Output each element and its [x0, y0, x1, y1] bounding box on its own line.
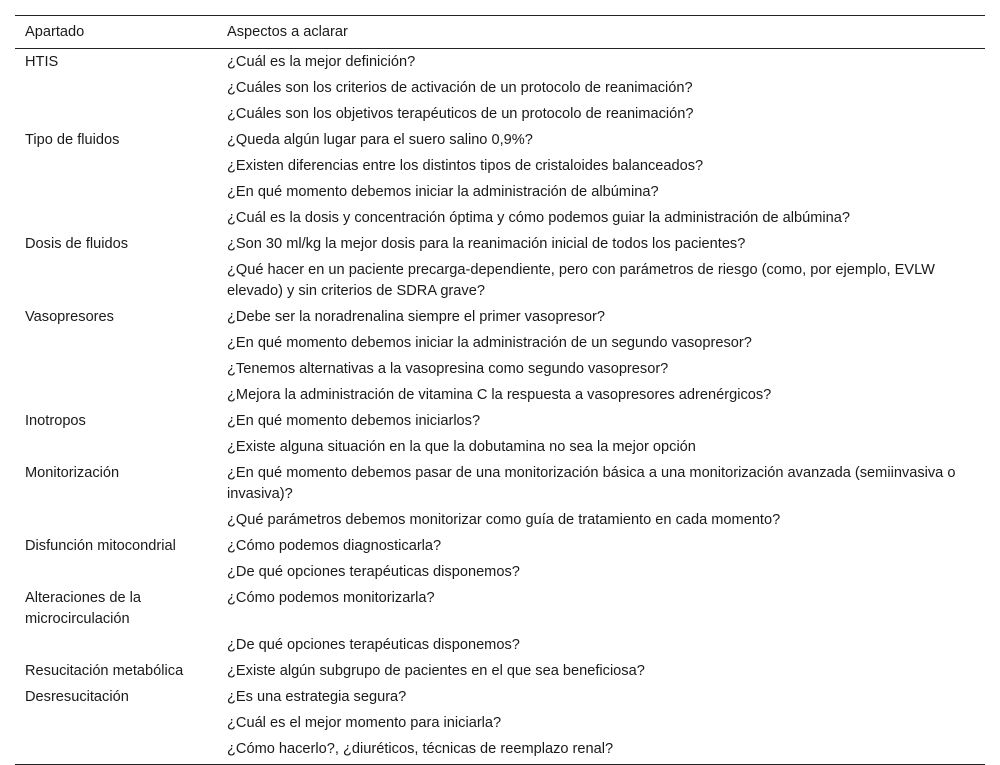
row-section: Tipo de fluidos	[25, 132, 120, 148]
row-section: Vasopresores	[25, 309, 114, 325]
row-section: Dosis de fluidos	[25, 236, 129, 252]
table-row	[15, 737, 985, 765]
row-question: ¿Cuál es la mejor definición?	[227, 54, 416, 70]
table-row	[15, 461, 985, 508]
table-header-row	[15, 16, 985, 49]
row-section: Monitorización	[25, 465, 120, 481]
header-aspectos: Aspectos a aclarar	[227, 24, 348, 40]
row-question: ¿Cómo hacerlo?, ¿diuréticos, técnicas de reemplazo renal?	[227, 741, 614, 757]
table-row	[15, 633, 985, 659]
row-section: Resucitación metabólica	[25, 663, 184, 679]
row-question: ¿Cuáles son los criterios de activación de un protocolo de reanimación?	[227, 80, 693, 96]
row-question: ¿Existen diferencias entre los distintos tipos de cristaloides balanceados?	[227, 158, 704, 174]
row-section	[15, 206, 217, 232]
row-section: HTIS	[25, 54, 59, 70]
row-section	[15, 508, 217, 534]
table-row	[15, 206, 985, 232]
row-question: ¿Cómo podemos diagnosticarla?	[227, 538, 442, 554]
row-section: Inotropos	[25, 413, 86, 429]
row-question: ¿Queda algún lugar para el suero salino 0,9%?	[227, 132, 533, 148]
table-row	[15, 128, 985, 154]
row-section	[15, 357, 217, 383]
row-section	[15, 711, 217, 737]
questions-table	[15, 15, 985, 765]
row-section	[15, 737, 217, 765]
table-row	[15, 180, 985, 206]
row-question: ¿En qué momento debemos iniciar la administración de un segundo vasopresor?	[227, 335, 752, 351]
table-row	[15, 154, 985, 180]
row-section	[15, 383, 217, 409]
row-section: Desresucitación	[25, 689, 129, 705]
table-row	[15, 383, 985, 409]
table-row	[15, 102, 985, 128]
row-question: ¿En qué momento debemos iniciarlos?	[227, 413, 481, 429]
table-row	[15, 435, 985, 461]
row-question: ¿Cuál es la dosis y concentración óptima y cómo podemos guiar la administración de albúmina?	[227, 210, 850, 226]
row-section	[15, 180, 217, 206]
table-row	[15, 685, 985, 711]
row-question: ¿Mejora la administración de vitamina C la respuesta a vasopresores adrenérgicos?	[227, 387, 772, 403]
row-section	[15, 560, 217, 586]
table-row	[15, 508, 985, 534]
table-body	[15, 49, 985, 765]
row-section	[15, 258, 217, 305]
row-question: ¿De qué opciones terapéuticas disponemos?	[227, 637, 520, 653]
row-question: ¿Tenemos alternativas a la vasopresina como segundo vasopresor?	[227, 361, 669, 377]
row-question: ¿En qué momento debemos pasar de una monitorización básica a una monitorización avanzada (semiinvasiva o invasiva)?	[227, 465, 956, 502]
table-row	[15, 76, 985, 102]
row-question: ¿Son 30 ml/kg la mejor dosis para la reanimación inicial de todos los pacientes?	[227, 236, 746, 252]
row-section	[15, 102, 217, 128]
row-section	[15, 76, 217, 102]
table-row	[15, 586, 985, 633]
row-question: ¿Existe algún subgrupo de pacientes en el que sea beneficiosa?	[227, 663, 645, 679]
table-row	[15, 258, 985, 305]
row-question: ¿Cómo podemos monitorizarla?	[227, 590, 435, 606]
row-section	[15, 154, 217, 180]
row-section	[15, 331, 217, 357]
header-apartado: Apartado	[25, 24, 85, 40]
row-question: ¿De qué opciones terapéuticas disponemos?	[227, 564, 520, 580]
row-question: ¿Debe ser la noradrenalina siempre el primer vasopresor?	[227, 309, 605, 325]
table-row	[15, 305, 985, 331]
table-row	[15, 357, 985, 383]
row-section: Disfunción mitocondrial	[25, 538, 176, 554]
table-row	[15, 534, 985, 560]
row-section: Alteraciones de la microcirculación	[25, 590, 142, 627]
table-row	[15, 560, 985, 586]
table-row	[15, 232, 985, 258]
row-question: ¿En qué momento debemos iniciar la administración de albúmina?	[227, 184, 659, 200]
row-question: ¿Es una estrategia segura?	[227, 689, 407, 705]
table-container	[15, 15, 985, 765]
row-question: ¿Qué hacer en un paciente precarga-dependiente, pero con parámetros de riesgo (como, por ejemplo, EVLW elevado) y sin criterios de SDRA grave?	[227, 262, 935, 299]
row-section	[15, 633, 217, 659]
row-question: ¿Cuáles son los objetivos terapéuticos de un protocolo de reanimación?	[227, 106, 694, 122]
table-row	[15, 331, 985, 357]
row-question: ¿Qué parámetros debemos monitorizar como guía de tratamiento en cada momento?	[227, 512, 781, 528]
row-section	[15, 435, 217, 461]
table-row	[15, 711, 985, 737]
row-question: ¿Cuál es el mejor momento para iniciarla?	[227, 715, 502, 731]
table-row	[15, 659, 985, 685]
table-row	[15, 49, 985, 77]
row-question: ¿Existe alguna situación en la que la dobutamina no sea la mejor opción	[227, 439, 696, 455]
table-row	[15, 409, 985, 435]
